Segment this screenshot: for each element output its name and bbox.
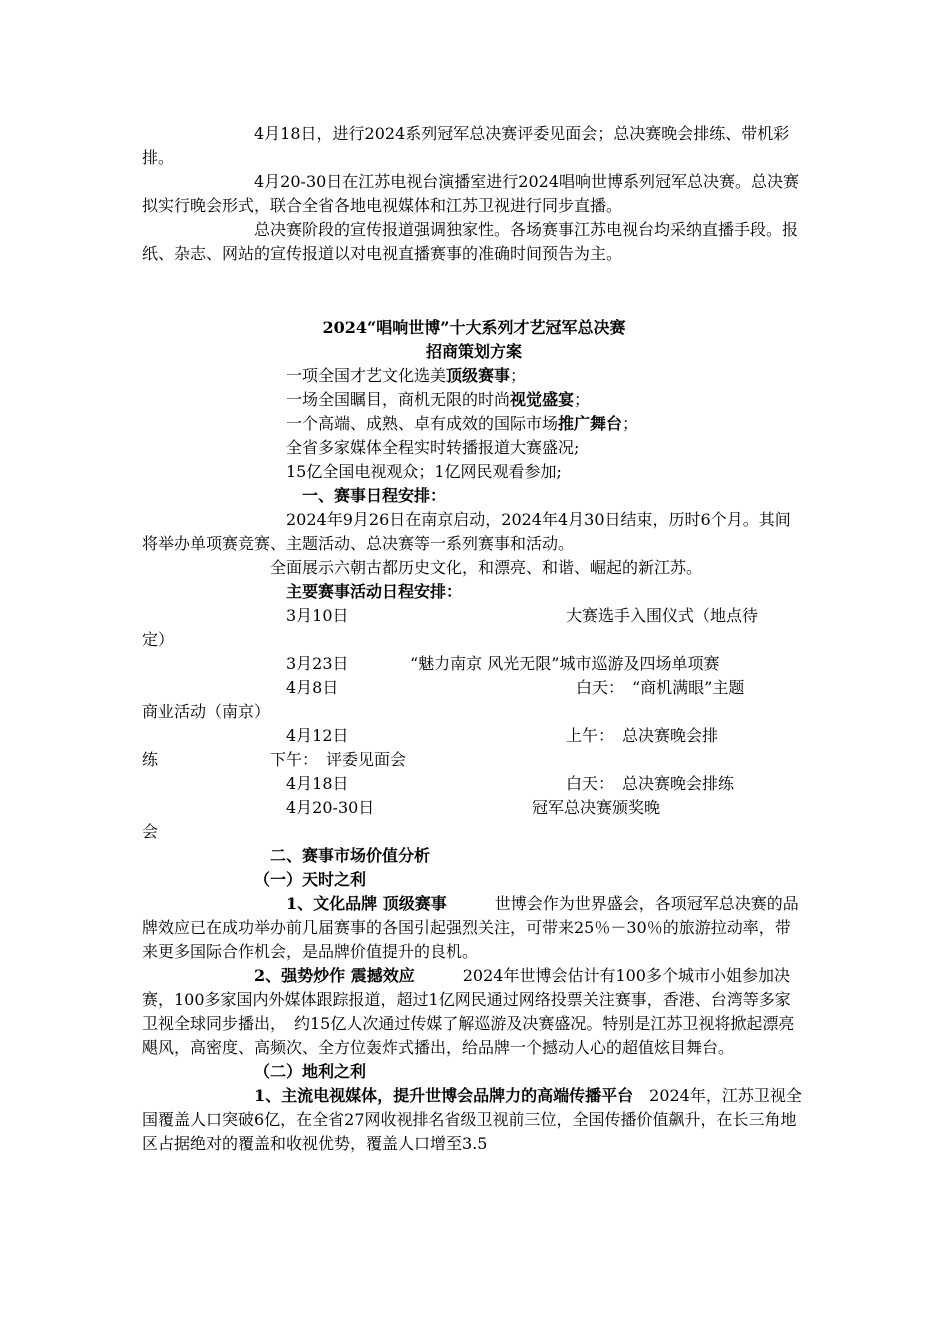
schedule-row: 4月18日 白天： 总决赛晚会排练 <box>286 774 735 793</box>
section-1-heading: 一、赛事日程安排： <box>302 486 447 505</box>
subsection-1-heading: （一）天时之利 <box>254 870 367 889</box>
schedule-row: 3月23日 “魅力南京 风光无限”城市巡游及四场单项赛 <box>286 654 720 673</box>
schedule-row: 3月10日 大赛选手入围仪式（地点待 <box>286 606 759 625</box>
schedule-row-continuation: 练 下午： 评委见面会 <box>142 750 407 769</box>
schedule-row-continuation: 商业活动（南京） <box>142 702 271 721</box>
paragraph-culture-brand: 1、文化品牌 顶级赛事 世博会作为世界盛会，各项冠军总决赛的品牌效应已在成功举办前几届赛事的各国引起强烈关注，可带来25％－30％的旅游拉动率，带来更多国际合作机会，是品牌价值提升的良机。 <box>142 894 799 961</box>
highlight-item: 一个高端、成熟、卓有成效的国际市场推广舞台； <box>286 414 639 433</box>
subsection-2-heading: （二）地利之利 <box>254 1062 367 1081</box>
highlight-item: 一场全国瞩目，商机无限的时尚视觉盛宴； <box>286 390 591 409</box>
intro-paragraph-3: 总决赛阶段的宣传报道强调独家性。各场赛事江苏电视台均采纳直播手段。报纸、杂志、网站的宣传报道以对电视直播赛事的准确时间预告为主。 <box>142 220 799 263</box>
schedule-row: 4月8日 白天： “商机满眼”主题 <box>286 678 745 697</box>
highlight-item: 15亿全国电视观众；1亿网民观看参加; <box>286 462 562 481</box>
section-1-paragraph: 2024年9月26日在南京启动，2024年4月30日结束，历时6个月。其间将举办单项赛竞赛、主题活动、总决赛等一系列赛事和活动。 <box>142 510 791 553</box>
section-2-heading: 二、赛事市场价值分析 <box>270 846 431 865</box>
schedule-row-continuation: 会 <box>142 822 159 841</box>
paragraph-heading: 1、文化品牌 顶级赛事 <box>286 894 447 913</box>
schedule-row-continuation: 定） <box>142 630 175 649</box>
schedule-row: 4月20-30日 冠军总决赛颁奖晚 <box>286 798 661 817</box>
highlight-item: 全省多家媒体全程实时转播报道大赛盛况; <box>286 438 580 457</box>
document-title: 2024“唱响世博”十大系列才艺冠军总决赛 <box>322 318 626 337</box>
schedule-heading: 主要赛事活动日程安排： <box>286 582 463 601</box>
section-1-paragraph-2: 全面展示六朝古都历史文化，和漂亮、和谐、崛起的新江苏。 <box>270 558 703 577</box>
intro-paragraph-2: 4月20-30日在江苏电视台演播室进行2024唱响世博系列冠军总决赛。总决赛拟实行晚会形式，联合全省各地电视媒体和江苏卫视进行同步直播。 <box>142 172 800 215</box>
intro-paragraph-1: 4月18日，进行2024系列冠军总决赛评委见面会；总决赛晚会排练、带机彩排。 <box>142 124 790 167</box>
schedule-row: 4月12日 上午： 总决赛晚会排 <box>286 726 719 745</box>
paragraph-heading: 2、强势炒作 震撼效应 <box>254 966 415 985</box>
paragraph-mainstream-tv: 1、主流电视媒体，提升世博会品牌力的高端传播平台 2024年，江苏卫视全国覆盖人口突破6亿，在全省27网收视排名省级卫视前三位，全国传播价值飙升，在长三角地区占据绝对的覆盖和收视优势，覆盖人口增至3.5 <box>142 1086 802 1153</box>
highlights-list <box>142 364 806 484</box>
paragraph-heading: 1、主流电视媒体，提升世博会品牌力的高端传播平台 <box>254 1086 634 1105</box>
schedule-list <box>142 604 806 844</box>
document-subtitle: 招商策划方案 <box>425 342 522 361</box>
highlight-item: 一项全国才艺文化选美顶级赛事； <box>286 366 527 385</box>
document-page <box>142 122 806 1156</box>
paragraph-strong-promotion: 2、强势炒作 震撼效应 2024年世博会估计有100多个城市小姐参加决赛，100多家国内外媒体跟踪报道，超过1亿网民通过网络投票关注赛事，香港、台湾等多家卫视全球同步播出， 约15亿人次通过传媒了解巡游及决赛盛况。特别是江苏卫视将掀起漂亮飓风，高密度、高频次、全方位轰炸式播出，给品牌一个撼动人心的超值炫目舞台。 <box>142 966 795 1057</box>
